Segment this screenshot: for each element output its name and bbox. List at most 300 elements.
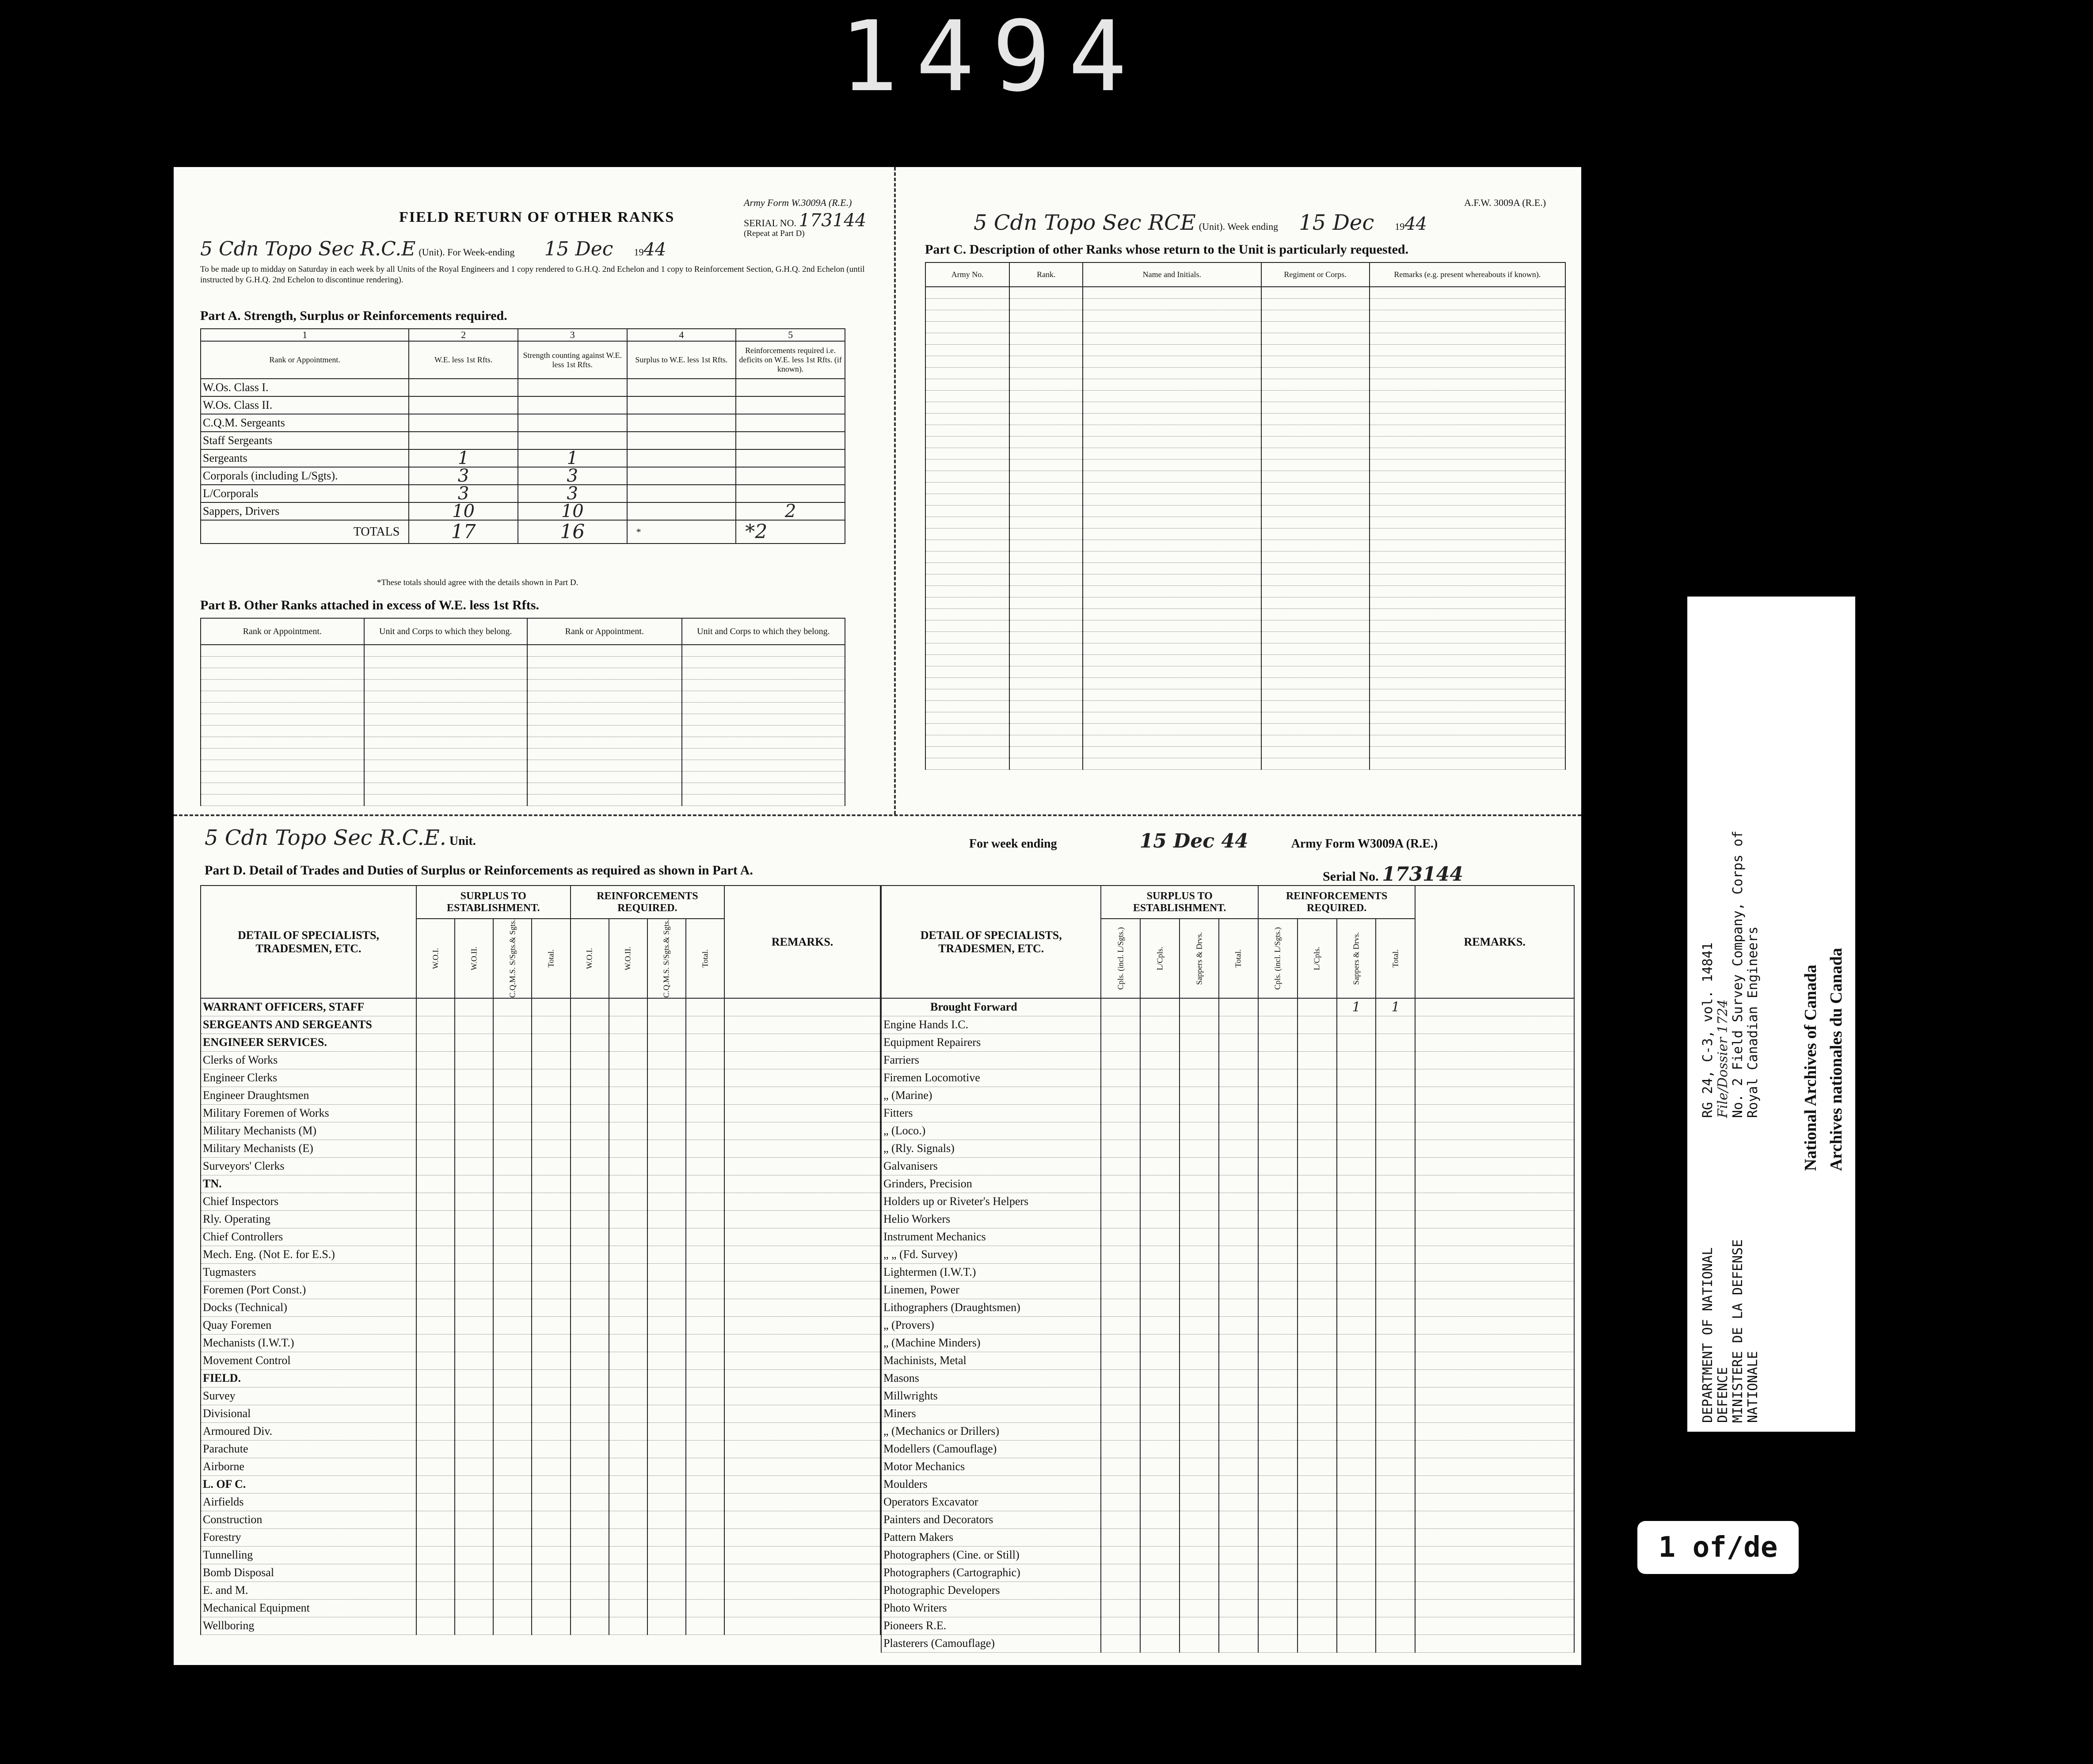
trade-cell (416, 1069, 455, 1087)
trade-cell (1376, 1104, 1415, 1122)
trade-label: Masons (881, 1369, 1101, 1387)
trade-cell (532, 1193, 570, 1210)
trade-cell (1258, 1528, 1298, 1546)
table-row (201, 485, 845, 502)
trade-cell (455, 1387, 493, 1405)
trade-cell (532, 1617, 570, 1635)
trade-cell (493, 1016, 532, 1034)
trade-cell (493, 1157, 532, 1175)
trade-cell (455, 1246, 493, 1263)
col-number: 4 (627, 329, 736, 341)
trade-cell (571, 1140, 609, 1157)
trade-cell (1140, 1087, 1180, 1104)
trade-cell (686, 1475, 724, 1493)
trade-label: Brought Forward (881, 998, 1101, 1016)
trade-cell (1337, 1281, 1376, 1299)
cell-value (518, 379, 627, 396)
trade-cell (1376, 1334, 1415, 1352)
trade-label: Quay Foremen (201, 1316, 416, 1334)
trade-row (201, 1281, 880, 1299)
total-strength: 16 (518, 520, 627, 544)
trade-cell (493, 1051, 532, 1069)
trade-label: Engineer Draughtsmen (201, 1087, 416, 1104)
total-reinforcements: *2 (736, 520, 845, 544)
trade-cell (1376, 1458, 1415, 1475)
trade-row (881, 1458, 1574, 1475)
table-row (201, 449, 845, 467)
trade-row (881, 1564, 1574, 1582)
trade-cell (1298, 1087, 1337, 1104)
trade-cell (1180, 1369, 1219, 1387)
trade-cell (1298, 1122, 1337, 1140)
trade-cell (493, 1193, 532, 1210)
part-a-table (200, 328, 845, 544)
trade-cell (493, 1281, 532, 1299)
sub-column-label: Total. (546, 949, 556, 968)
trade-cell (686, 1281, 724, 1299)
remarks-header: REMARKS. (1415, 886, 1574, 998)
reference-line: Royal Canadian Engineers (1745, 926, 1761, 1118)
trade-cell (493, 1140, 532, 1157)
trade-cell (1337, 1034, 1376, 1051)
reference-line: No. 2 Field Survey Company, Corps of (1730, 830, 1746, 1118)
part-c-header: Regiment or Corps. (1261, 262, 1370, 287)
trade-cell (1219, 1369, 1258, 1387)
remarks-cell (1415, 1140, 1574, 1157)
trade-cell (1298, 1635, 1337, 1652)
remarks-cell (1415, 1034, 1574, 1051)
sub-column-header (647, 919, 686, 998)
trade-cell (1180, 1193, 1219, 1210)
blank-row (925, 425, 1565, 436)
trade-cell (647, 1458, 686, 1475)
trade-cell (1298, 1617, 1337, 1635)
trade-cell (1180, 1104, 1219, 1122)
trade-cell (571, 1299, 609, 1316)
remarks-cell (724, 1599, 880, 1617)
trade-cell (686, 1051, 724, 1069)
week-value: 15 Dec 44 (1139, 830, 1248, 852)
form-number: A.F.W. 3009A (R.E.) (1464, 197, 1546, 208)
trade-label: WARRANT OFFICERS, STAFF (201, 998, 416, 1016)
trade-row (201, 1122, 880, 1140)
part-d-right-table (881, 885, 1575, 1665)
part-d-left-table (200, 885, 881, 1665)
sub-column-label: C.Q.M.S. S/Sgts.& Sgts. (662, 919, 671, 998)
trade-row (881, 1069, 1574, 1087)
part-b-header: Rank or Appointment. (201, 618, 364, 645)
trade-cell (493, 998, 532, 1016)
trade-cell (1140, 1475, 1180, 1493)
trade-cell (609, 1051, 647, 1069)
page-tag: 1 of/de (1637, 1521, 1799, 1574)
blank-row (925, 356, 1565, 367)
blank-row (925, 574, 1565, 585)
trade-cell (416, 1546, 455, 1564)
trade-cell (1219, 1034, 1258, 1051)
cell-value (627, 467, 736, 485)
totals-label: TOTALS (201, 520, 409, 544)
trade-cell (1298, 1228, 1337, 1246)
trade-cell (455, 1016, 493, 1034)
trade-cell (1376, 1493, 1415, 1511)
trade-label: Lithographers (Draughtsmen) (881, 1299, 1101, 1316)
trade-cell (416, 1458, 455, 1475)
trade-cell (1258, 1387, 1298, 1405)
trade-label: Miners (881, 1405, 1101, 1422)
surplus-header: SURPLUS TO ESTABLISHMENT. (416, 886, 571, 919)
trade-cell (1298, 1069, 1337, 1087)
trade-label: „ (Marine) (881, 1087, 1101, 1104)
trade-cell (647, 1016, 686, 1034)
trade-cell (1258, 1582, 1298, 1599)
trade-row (881, 1599, 1574, 1617)
trade-cell (1101, 1599, 1140, 1617)
remarks-cell (1415, 1316, 1574, 1334)
trade-cell (1376, 1034, 1415, 1051)
trade-cell (1337, 1016, 1376, 1034)
trade-row (201, 1599, 880, 1617)
trade-cell (1101, 1193, 1140, 1210)
trade-cell (493, 1352, 532, 1369)
trade-cell (1101, 1104, 1140, 1122)
part-c-table (925, 262, 1566, 770)
trade-label: Military Mechanists (E) (201, 1140, 416, 1157)
table-row (201, 379, 845, 396)
trade-row (201, 1546, 880, 1564)
cell-value (627, 414, 736, 432)
cell-value (627, 502, 736, 520)
trade-cell (455, 1458, 493, 1475)
cell-value (736, 379, 845, 396)
trade-cell (647, 1299, 686, 1316)
trade-cell (571, 1511, 609, 1528)
trade-label: „ „ (Fd. Survey) (881, 1246, 1101, 1263)
trade-cell (647, 1369, 686, 1387)
trade-row (201, 1087, 880, 1104)
trade-cell (1101, 1140, 1140, 1157)
trade-cell (1298, 1157, 1337, 1175)
trade-cell (1140, 1528, 1180, 1546)
trade-cell (1180, 1387, 1219, 1405)
blank-row (925, 413, 1565, 425)
trade-cell (1337, 1528, 1376, 1546)
trade-cell (1298, 1193, 1337, 1210)
trade-cell (455, 1599, 493, 1617)
blank-row (201, 760, 845, 771)
trade-label: Motor Mechanics (881, 1458, 1101, 1475)
trade-cell (532, 1582, 570, 1599)
trade-cell: 1 (1376, 998, 1415, 1016)
rank-label: Sappers, Drivers (201, 502, 409, 520)
trade-label: Chief Inspectors (201, 1193, 416, 1210)
table-row (201, 432, 845, 449)
sub-column-header (1101, 919, 1140, 998)
remarks-cell (724, 1458, 880, 1475)
trade-cell (1258, 1051, 1298, 1069)
trade-cell (1337, 1104, 1376, 1122)
trade-cell (1376, 1475, 1415, 1493)
trade-label: Airborne (201, 1458, 416, 1475)
trade-cell (1180, 1087, 1219, 1104)
trade-cell (1101, 1458, 1140, 1475)
remarks-cell (1415, 1369, 1574, 1387)
trade-row (881, 1016, 1574, 1034)
trade-cell (1180, 1564, 1219, 1582)
trade-cell (1376, 1440, 1415, 1458)
trade-cell (1376, 1263, 1415, 1281)
trade-cell (686, 1122, 724, 1140)
trade-cell (686, 1316, 724, 1334)
blank-row (925, 390, 1565, 402)
unit-line (974, 210, 1575, 235)
trade-cell (571, 1564, 609, 1582)
trade-cell (416, 1104, 455, 1122)
trade-cell (647, 1246, 686, 1263)
trade-cell (609, 1016, 647, 1034)
horizontal-fold-line (174, 814, 1581, 816)
reference-line: RG 24, C-3, vol. 14841 (1700, 942, 1716, 1118)
trade-cell (609, 1528, 647, 1546)
blank-row (925, 298, 1565, 310)
trade-cell (1180, 1582, 1219, 1599)
blank-row (925, 436, 1565, 448)
trade-row (201, 1352, 880, 1369)
trade-cell (647, 1352, 686, 1369)
trade-cell (647, 1422, 686, 1440)
remarks-cell (724, 1369, 880, 1387)
trade-cell (455, 1228, 493, 1246)
part-a-section (191, 185, 885, 812)
trade-row (881, 1246, 1574, 1263)
cell-value (736, 432, 845, 449)
trade-cell (647, 1334, 686, 1352)
sub-column-header (609, 919, 647, 998)
part-b-rows (201, 645, 845, 806)
trade-label: Firemen Locomotive (881, 1069, 1101, 1087)
trade-cell (647, 1157, 686, 1175)
remarks-cell (1415, 1617, 1574, 1635)
remarks-cell (724, 1387, 880, 1405)
trade-cell (455, 1140, 493, 1157)
sub-column-label: W.O.I. (431, 948, 440, 969)
trade-cell (686, 1246, 724, 1263)
sub-column-label: W.O.II. (623, 947, 632, 970)
trade-label: Wellboring (201, 1617, 416, 1635)
blank-row (925, 712, 1565, 723)
trade-cell (1337, 1175, 1376, 1193)
trade-label: L. OF C. (201, 1475, 416, 1493)
trade-cell (1101, 1440, 1140, 1458)
trade-cell (1376, 1228, 1415, 1246)
trade-cell (493, 1210, 532, 1228)
blank-row (925, 448, 1565, 459)
trade-cell (416, 1228, 455, 1246)
trade-cell (609, 1511, 647, 1528)
trade-cell (1140, 1104, 1180, 1122)
trade-cell (1219, 1228, 1258, 1246)
trade-cell (455, 1157, 493, 1175)
rank-label: Sergeants (201, 449, 409, 467)
blank-row (925, 677, 1565, 689)
trade-cell (647, 1617, 686, 1635)
trade-cell (571, 1210, 609, 1228)
trade-cell (1376, 1599, 1415, 1617)
trade-cell (571, 1087, 609, 1104)
trade-cell (1180, 1422, 1219, 1440)
trade-cell (1180, 1140, 1219, 1157)
trade-cell (493, 1582, 532, 1599)
trade-cell (1219, 1316, 1258, 1334)
part-d-table (881, 885, 1575, 1653)
year-value: 44 (643, 240, 666, 260)
trade-cell (609, 1122, 647, 1140)
trade-cell (1298, 1511, 1337, 1528)
trade-cell (1101, 1069, 1140, 1087)
trade-row (881, 1210, 1574, 1228)
trade-cell (1140, 1546, 1180, 1564)
reinforcements-header: REINFORCEMENTS REQUIRED. (571, 886, 725, 919)
trade-cell (1337, 1564, 1376, 1582)
blank-row (925, 482, 1565, 494)
sub-column-header (1258, 919, 1298, 998)
blank-row (925, 689, 1565, 700)
trade-row (881, 1475, 1574, 1493)
trade-cell (571, 1175, 609, 1193)
trade-cell (1219, 1564, 1258, 1582)
trade-cell (532, 1210, 570, 1228)
trade-cell (1219, 1263, 1258, 1281)
blank-row (925, 585, 1565, 597)
trade-cell (1140, 1422, 1180, 1440)
sub-column-label: Cpls. (incl. L/Sgts.) (1116, 927, 1125, 990)
cell-value (518, 396, 627, 414)
remarks-cell (1415, 1458, 1574, 1475)
trade-cell (1101, 1635, 1140, 1652)
trade-row (881, 1334, 1574, 1352)
trade-cell (1219, 1140, 1258, 1157)
trade-cell (1258, 1087, 1298, 1104)
trade-cell (1258, 1422, 1298, 1440)
trade-cell (647, 1263, 686, 1281)
blank-row (201, 725, 845, 737)
blank-row (925, 654, 1565, 666)
trade-cell (1298, 1104, 1337, 1122)
trade-cell (1258, 1599, 1298, 1617)
cell-value: 1 (409, 449, 518, 467)
trade-cell (1101, 1582, 1140, 1599)
cell-value (627, 432, 736, 449)
trade-cell (532, 1528, 570, 1546)
week-value: 15 Dec (544, 238, 613, 260)
trade-cell (1101, 1016, 1140, 1034)
trade-cell (609, 1422, 647, 1440)
trade-cell (1219, 1069, 1258, 1087)
trade-cell (493, 1299, 532, 1316)
trade-cell (1337, 1246, 1376, 1263)
unit-line (205, 825, 476, 850)
trade-cell (609, 1387, 647, 1405)
trade-row (201, 1104, 880, 1122)
remarks-cell (1415, 1528, 1574, 1546)
trade-cell (571, 1334, 609, 1352)
remarks-cell (724, 1582, 880, 1599)
trade-row (201, 1157, 880, 1175)
part-c-header: Army No. (925, 262, 1009, 287)
rank-label: W.Os. Class I. (201, 379, 409, 396)
trade-cell (493, 1440, 532, 1458)
trade-cell (1140, 1157, 1180, 1175)
trade-cell (571, 1263, 609, 1281)
trade-cell (455, 1511, 493, 1528)
trade-row (201, 1193, 880, 1210)
trade-cell (1337, 1387, 1376, 1405)
trade-cell (1101, 1281, 1140, 1299)
trade-row (201, 1140, 880, 1157)
trade-label: Construction (201, 1511, 416, 1528)
trade-row (201, 1016, 880, 1034)
form-title: FIELD RETURN OF OTHER RANKS (399, 209, 675, 225)
part-c-section (903, 185, 1575, 812)
trade-cell (1337, 1228, 1376, 1246)
part-c-rows (925, 287, 1565, 769)
trade-cell (455, 1281, 493, 1299)
blank-row (201, 702, 845, 714)
trade-cell (1258, 1228, 1298, 1246)
trade-cell (1298, 1352, 1337, 1369)
trade-cell (686, 1458, 724, 1475)
trade-cell (493, 1104, 532, 1122)
cell-value (409, 396, 518, 414)
trade-cell (1140, 1299, 1180, 1316)
trade-cell (609, 1599, 647, 1617)
sub-column-label: Total. (700, 949, 710, 968)
trade-row (201, 1405, 880, 1422)
table-row (201, 467, 845, 485)
part-c-header: Name and Initials. (1083, 262, 1261, 287)
trade-cell (686, 1352, 724, 1369)
cell-value (736, 396, 845, 414)
sub-column-label: Total. (1233, 949, 1243, 968)
cell-value (736, 449, 845, 467)
trade-cell (647, 1087, 686, 1104)
trade-label: „ (Provers) (881, 1316, 1101, 1334)
remarks-cell (724, 1069, 880, 1087)
trade-cell (1140, 1316, 1180, 1334)
trade-cell (1337, 1582, 1376, 1599)
trade-cell (1337, 1475, 1376, 1493)
trade-cell (1337, 1440, 1376, 1458)
reinforcements-header: REINFORCEMENTS REQUIRED. (1258, 886, 1415, 919)
trade-cell (1140, 1193, 1180, 1210)
trade-cell (571, 1104, 609, 1122)
trade-cell (1298, 1422, 1337, 1440)
trade-cell (647, 1210, 686, 1228)
trade-cell (416, 1316, 455, 1334)
trade-cell (1298, 1493, 1337, 1511)
trade-cell (1101, 1246, 1140, 1263)
trade-cell (1298, 1051, 1337, 1069)
trade-cell (609, 1034, 647, 1051)
trade-cell (1258, 1458, 1298, 1475)
trade-cell (686, 1546, 724, 1564)
trade-label: Holders up or Riveter's Helpers (881, 1193, 1101, 1210)
remarks-cell (724, 1263, 880, 1281)
table-row (201, 396, 845, 414)
trade-row (881, 1528, 1574, 1546)
blank-row (201, 737, 845, 748)
remarks-cell (1415, 1546, 1574, 1564)
